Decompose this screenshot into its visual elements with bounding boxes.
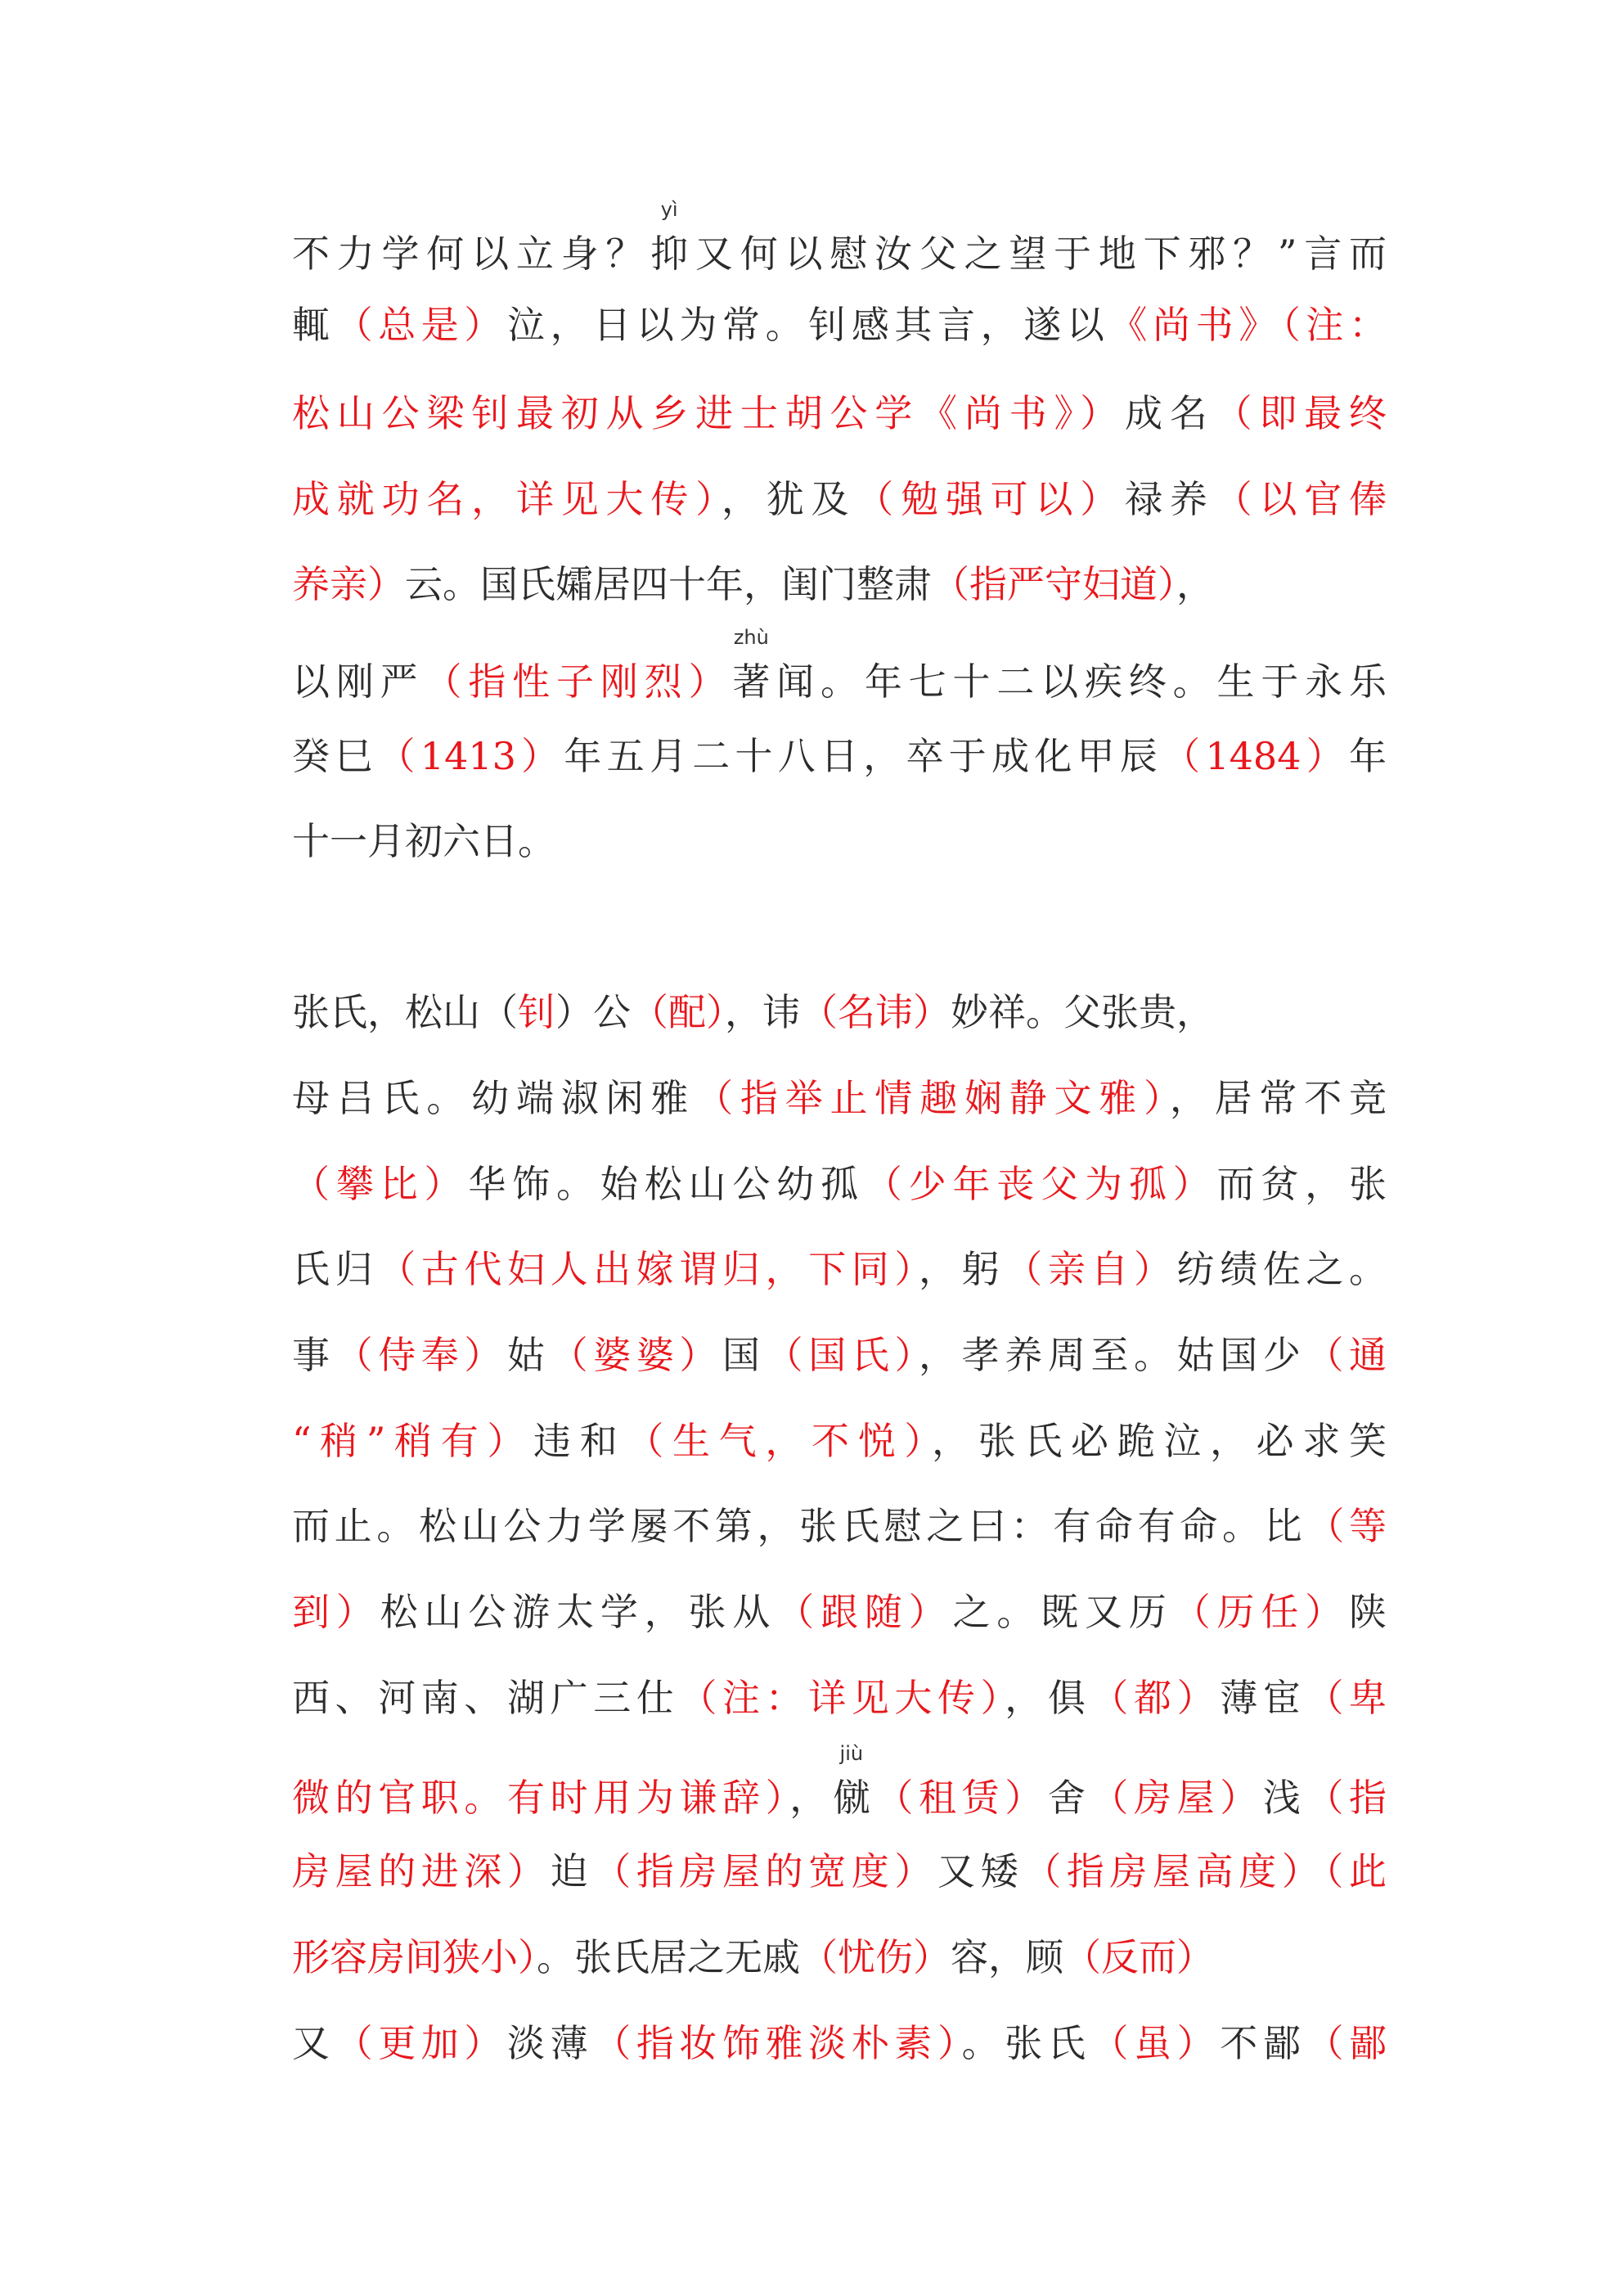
annotation-text: 松山公梁钊最初从乡进士胡公学《尚书》）	[292, 391, 1126, 435]
text-line	[292, 815, 1387, 867]
text-line	[292, 730, 1387, 782]
body-text: 。张氏	[961, 2021, 1091, 2065]
body-text: 。张氏居之无戚	[537, 1935, 800, 1979]
pinyin-annotation: zhù	[733, 626, 769, 649]
annotation-text: （1484）	[1162, 734, 1349, 778]
text-line	[292, 473, 1387, 525]
body-text: 陕	[1349, 1590, 1387, 1634]
text-line	[292, 1500, 1387, 1552]
body-text: 而止。松山公力学屡不第，张氏慰之曰：有命有命。比	[292, 1504, 1307, 1548]
annotation-text: （国氏）	[765, 1333, 919, 1377]
body-text: 舍	[1047, 1776, 1091, 1820]
body-text: 国	[722, 1333, 766, 1377]
annotation-text: 养亲）	[292, 562, 405, 606]
body-text: 成名	[1125, 391, 1215, 435]
annotation-text: （都）	[1090, 1676, 1221, 1720]
body-text: 年五月二十八日，卒于成化甲辰	[564, 734, 1163, 778]
body-text: 氏归	[292, 1247, 379, 1291]
body-text: 之。既又历	[952, 1590, 1173, 1634]
annotation-text: （虽）	[1090, 2021, 1221, 2065]
body-text: ，张氏必跪泣，必求笑	[932, 1419, 1387, 1463]
ruby-character	[650, 198, 689, 280]
annotation-text: （名讳）	[800, 990, 951, 1034]
body-text: 华饰。始松山公幼孤	[468, 1162, 865, 1206]
text-line	[292, 1243, 1387, 1295]
body-text: 薄宦	[1220, 1676, 1306, 1720]
pinyin-annotation: yì	[660, 198, 678, 221]
annotation-text: （通	[1306, 1333, 1387, 1377]
body-text: ，讳	[725, 990, 800, 1034]
pinyin-annotation: jiù	[839, 1742, 864, 1765]
body-text: 禄养	[1125, 477, 1215, 521]
body-text: 年	[1349, 734, 1387, 778]
body-text: 违和	[533, 1419, 627, 1463]
text-line	[292, 1672, 1387, 1724]
text-line	[292, 1742, 1387, 1824]
annotation-text: （指举止情趣娴静文雅）	[695, 1076, 1170, 1120]
text-line	[292, 1845, 1387, 1898]
text-line	[292, 1931, 1387, 1983]
body-text: 十一月初六日。	[292, 819, 555, 863]
annotation-text: （指妆饰雅淡朴素）	[593, 2021, 962, 2065]
annotation-text: （勉强可以）	[856, 477, 1126, 521]
annotation-text: （婆婆）	[550, 1333, 723, 1377]
annotation-text: 房屋的进深）	[292, 1849, 551, 1893]
annotation-text: （侍奉）	[335, 1333, 508, 1377]
annotation-text: （房屋）	[1090, 1776, 1263, 1820]
annotation-text: “稍”稍有）	[292, 1419, 534, 1463]
annotation-text: 《尚书》（注：	[1109, 303, 1387, 347]
annotation-text: （攀比）	[292, 1162, 469, 1206]
body-text: 纺绩佐之。	[1176, 1247, 1387, 1291]
annotation-text: （指性子刚烈）	[424, 660, 733, 704]
body-text: 母吕氏。幼端淑闲雅	[292, 1076, 696, 1120]
text-line	[292, 2017, 1387, 2069]
body-text: 妙祥。父张贵，	[951, 990, 1214, 1034]
annotation-text: （指	[1306, 1776, 1387, 1820]
body-text: 容，顾	[951, 1935, 1063, 1979]
annotation-text: （忧伤）	[800, 1935, 951, 1979]
ruby-base: 著	[732, 660, 771, 704]
annotation-text: 形容房间狭小）	[292, 1935, 537, 1979]
body-text: ，犹及	[721, 477, 856, 521]
annotation-text: （以官俸	[1214, 477, 1387, 521]
body-text: 西、河南、湖广三仕	[292, 1676, 680, 1720]
body-text: 姑	[507, 1333, 551, 1377]
annotation-text: 微的官职。有时用为谦辞）	[292, 1776, 790, 1820]
annotation-text: （指严守妇道）	[932, 562, 1176, 606]
body-text: ，居常不竞	[1169, 1076, 1387, 1120]
text-line	[292, 986, 1387, 1038]
annotation-text: （配）	[631, 990, 725, 1034]
text-line	[292, 1158, 1387, 1210]
body-text: 松山公游太学，张从	[380, 1590, 777, 1634]
body-text: ）公	[555, 990, 631, 1034]
body-text: 以刚严	[292, 660, 425, 704]
body-text: ，	[1176, 562, 1214, 606]
annotation-text: （古代妇人出嫁谓归，下同）	[378, 1247, 919, 1291]
annotation-text: （鄙	[1306, 2021, 1387, 2065]
body-text: 泣，日以为常。钊感其言，遂以	[507, 303, 1110, 347]
annotation-text: （即最终	[1214, 391, 1387, 435]
body-text: ，	[789, 1776, 833, 1820]
text-line	[292, 299, 1387, 351]
body-text: 輒	[292, 303, 335, 347]
text-line	[292, 558, 1387, 610]
annotation-text: （指房屋高度）（此	[1023, 1849, 1387, 1893]
annotation-text: （指房屋的宽度）	[593, 1849, 938, 1893]
body-text: 淡薄	[507, 2021, 594, 2065]
body-text: ，孝养周至。姑国少	[919, 1333, 1306, 1377]
text-line	[292, 1415, 1387, 1467]
body-text: 迫	[550, 1849, 594, 1893]
body-text: 而贫，张	[1216, 1162, 1387, 1206]
body-text: 不力学何以立身？	[292, 232, 651, 276]
annotation-text: 钊	[518, 990, 555, 1034]
ruby-base: 抑	[650, 232, 689, 276]
ruby-character	[732, 626, 771, 708]
annotation-text: 到）	[292, 1590, 380, 1634]
annotation-text: （更加）	[335, 2021, 508, 2065]
text-line	[292, 1072, 1387, 1124]
body-text: 浅	[1262, 1776, 1306, 1820]
annotation-text: （注：详见大传）	[679, 1676, 1005, 1720]
annotation-text: （生气，不悦）	[626, 1419, 933, 1463]
body-text: 张氏，松山（	[292, 990, 518, 1034]
ruby-base: 僦	[832, 1776, 870, 1820]
body-text: 又	[292, 2021, 335, 2065]
annotation-text: 成就功名，详见大传）	[292, 477, 722, 521]
annotation-text: （卑	[1306, 1676, 1387, 1720]
body-text: 又何以慰汝父之望于地下邪？”言而	[688, 232, 1387, 276]
body-text: 癸巳	[292, 734, 378, 778]
annotation-text: （跟随）	[776, 1590, 953, 1634]
text-line	[292, 198, 1387, 280]
annotation-text: （少年丧父为孤）	[864, 1162, 1217, 1206]
annotation-text: （等	[1306, 1504, 1387, 1548]
body-text: ，俱	[1005, 1676, 1091, 1720]
annotation-text: （亲自）	[1005, 1247, 1177, 1291]
annotation-text: （历任）	[1172, 1590, 1350, 1634]
text-line	[292, 1586, 1387, 1638]
text-line	[292, 387, 1387, 439]
annotation-text: （总是）	[335, 303, 508, 347]
annotation-text: （反而）	[1063, 1935, 1214, 1979]
body-text: 云。国氏孀居四十年，闺门整肃	[405, 562, 932, 606]
body-text: 又矮	[937, 1849, 1024, 1893]
body-text: 不鄙	[1220, 2021, 1306, 2065]
text-line	[292, 626, 1387, 708]
annotation-text: （1413）	[377, 734, 564, 778]
ruby-character	[832, 1742, 870, 1824]
annotation-text: （租赁）	[870, 1776, 1048, 1820]
body-text: ，躬	[919, 1247, 1005, 1291]
body-text: 事	[292, 1333, 335, 1377]
text-line	[292, 1329, 1387, 1381]
body-text: 闻。年七十二以疾终。生于永乐	[770, 660, 1387, 704]
